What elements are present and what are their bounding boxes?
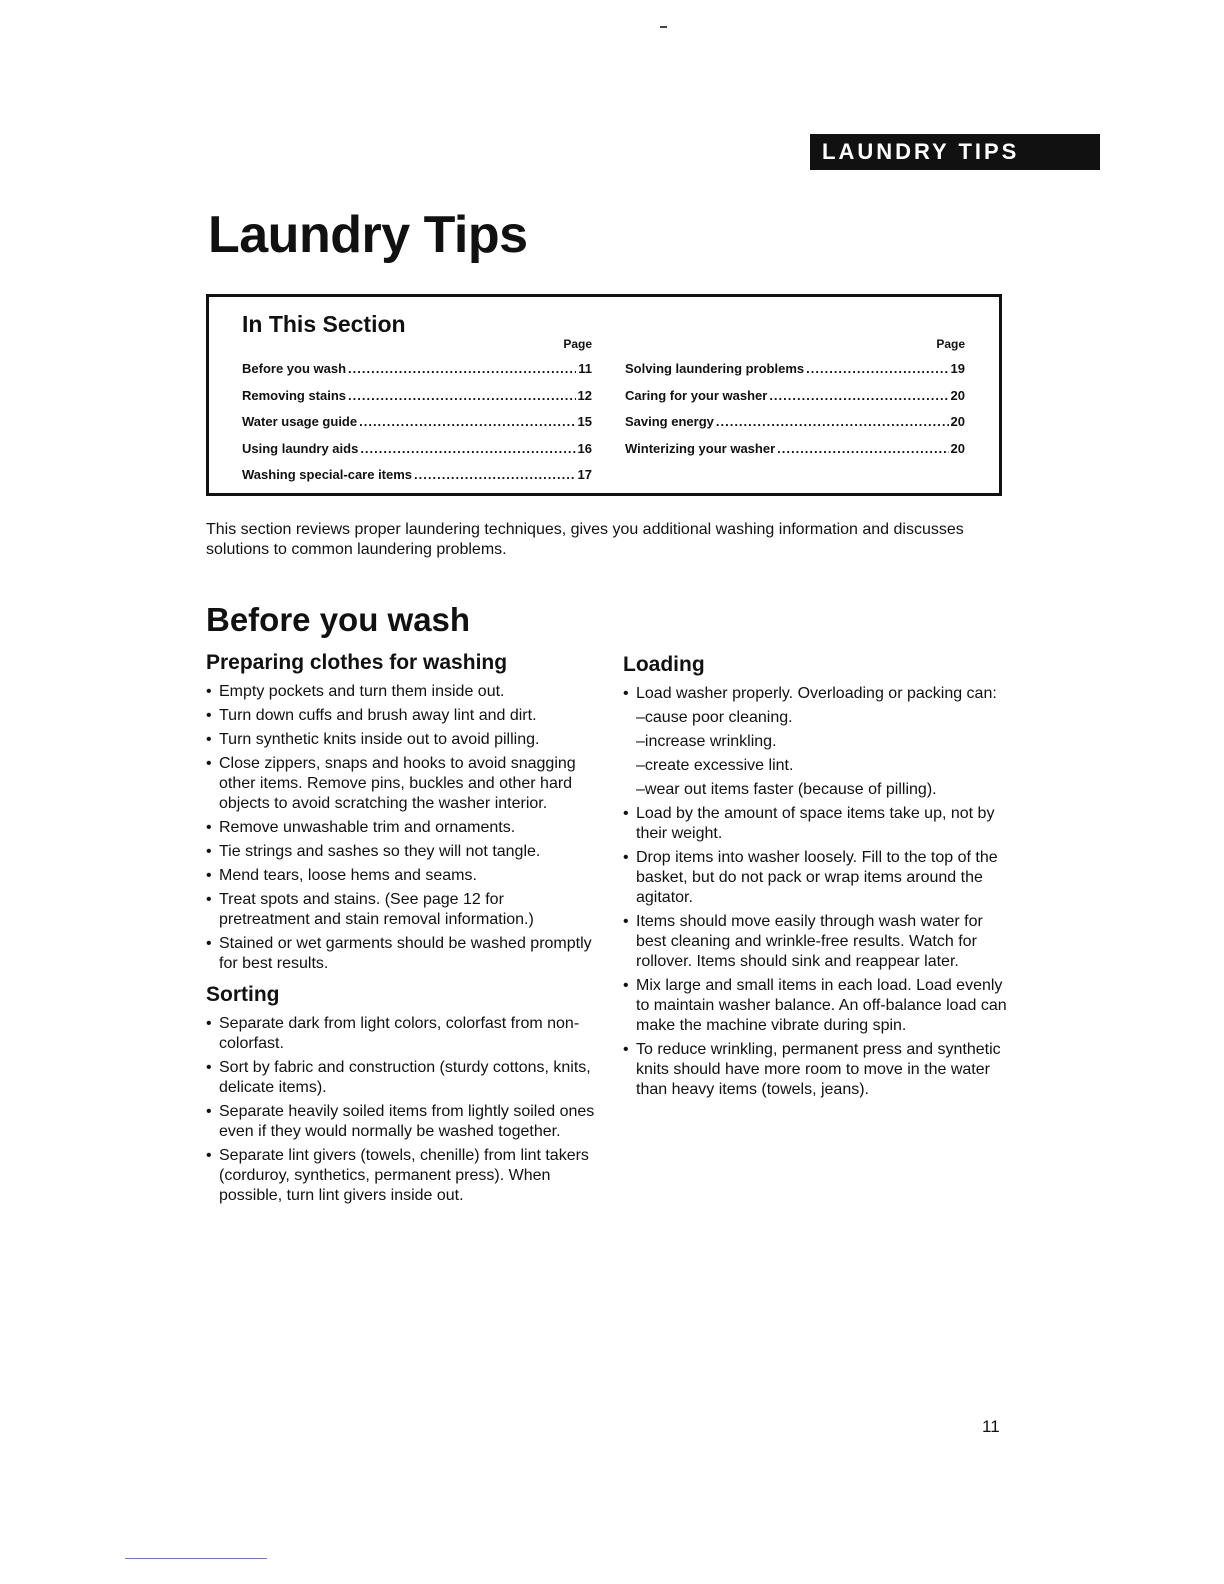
toc-entry[interactable] (625, 436, 965, 463)
toc-entry[interactable] (625, 383, 965, 410)
toc-entry-page: 11 (578, 361, 592, 376)
toc-entry[interactable] (242, 409, 592, 436)
bullet-icon: • (623, 977, 629, 994)
bullet-icon: • (623, 913, 629, 930)
bullet-icon: • (206, 819, 212, 836)
toc-entry-page: 12 (577, 387, 592, 403)
dash-item: –create excessive lint. (636, 757, 794, 774)
toc-entry[interactable] (625, 409, 965, 436)
toc-entry-label: Washing special-care items (242, 467, 413, 482)
list-item: • Items should move easily through wash water for best cleaning and wrinkle-free results. Watch for rollover. Items should sink and reappear later. (623, 913, 983, 970)
list-item: • Mix large and small items in each load. Load evenly to maintain washer balance. An off-balance load can make the machine vibrate during spin. (623, 977, 1007, 1034)
list-item: • Drop items into washer loosely. Fill to the top of the basket, but do not pack or wrap items around the agitator. (623, 849, 998, 906)
toc-page-header: Page (936, 337, 965, 351)
toc-column-left (242, 334, 592, 489)
dash-item: –cause poor cleaning. (636, 709, 793, 726)
dash-item: –wear out items faster (because of pilling). (636, 781, 937, 798)
toc-entry-page: 20 (950, 387, 965, 403)
bullet-icon: • (623, 1041, 629, 1058)
toc-entry-page: 17 (577, 467, 592, 482)
footer-rule (125, 1558, 267, 1559)
toc-page-header: Page (563, 337, 592, 351)
toc-entry-label: Winterizing your washer (625, 440, 776, 456)
toc-entry-page: 16 (577, 440, 592, 456)
intro-paragraph: This section reviews proper laundering techniques, gives you additional washing information and discusses solutions to common laundering problems. (206, 521, 964, 558)
list-item: • To reduce wrinkling, permanent press and synthetic knits should have more room to move in the water than heavy items (towels, jeans). (623, 1041, 1001, 1098)
bullet-icon: • (623, 685, 629, 702)
toc-entry-label: Using laundry aids (242, 440, 359, 456)
list-item: • Separate heavily soiled items from lightly soiled ones even if they would normally be washed together. (206, 1103, 595, 1140)
toc-box (206, 294, 1002, 496)
bullet-icon: • (206, 1015, 212, 1032)
list-item: • Close zippers, snaps and hooks to avoid snagging other items. Remove pins, buckles and other hard objects to avoid scratching the washer interior. (206, 755, 576, 812)
list-item: • Sort by fabric and construction (sturdy cottons, knits, delicate items). (206, 1059, 591, 1096)
bullet-icon: • (206, 707, 212, 724)
toc-heading: In This Section (242, 311, 406, 337)
dash-item: –increase wrinkling. (636, 733, 777, 750)
bullet-icon: • (206, 731, 212, 748)
list-item: • Stained or wet garments should be washed promptly for best results. (206, 935, 592, 972)
toc-entry[interactable] (625, 356, 965, 383)
toc-entry-label: Caring for your washer (625, 387, 768, 403)
list-item: • Separate lint givers (towels, chenille) from lint takers (corduroy, synthetics, permanent press). When possible, turn lint givers inside out. (206, 1147, 589, 1204)
list-item: • Load washer properly. Overloading or packing can: (623, 685, 997, 702)
toc-entry[interactable] (242, 462, 592, 489)
left-column (206, 650, 596, 1210)
list-item: • Tie strings and sashes so they will not tangle. (206, 843, 541, 860)
toc-entry-label: Solving laundering problems (625, 361, 805, 376)
toc-entry[interactable] (242, 383, 592, 410)
toc-entry-page: 20 (950, 414, 965, 429)
bullet-icon: • (206, 1103, 212, 1120)
bullet-icon: • (206, 755, 212, 772)
bullet-icon: • (623, 849, 629, 866)
right-column (623, 652, 1013, 1104)
section-tab: LAUNDRY TIPS (810, 134, 1100, 170)
list-item: • Mend tears, loose hems and seams. (206, 867, 477, 884)
bullet-icon: • (206, 891, 212, 908)
toc-entry-label: Saving energy (625, 414, 714, 429)
preparing-list (206, 682, 596, 974)
sorting-list (206, 1014, 596, 1206)
toc-entry-page: 19 (950, 361, 965, 376)
bullet-icon: • (206, 843, 212, 860)
loading-list (623, 684, 1013, 704)
page-title: Laundry Tips (208, 206, 528, 264)
loading-list-continued (623, 804, 1013, 1100)
toc-entry-page: 15 (577, 414, 592, 429)
list-item: • Remove unwashable trim and ornaments. (206, 819, 516, 836)
toc-entry[interactable] (242, 356, 592, 383)
subheading-loading: Loading (623, 653, 705, 676)
list-item: • Turn synthetic knits inside out to avoid pilling. (206, 731, 540, 748)
section-heading-before-you-wash: Before you wash (206, 601, 471, 638)
scan-mark (660, 26, 667, 28)
list-item: • Turn down cuffs and brush away lint and dirt. (206, 707, 537, 724)
list-item: • Load by the amount of space items take up, not by their weight. (623, 805, 995, 842)
page-number: 11 (982, 1417, 1000, 1436)
toc-entry-label: Removing stains (242, 387, 347, 403)
list-item: • Treat spots and stains. (See page 12 for pretreatment and stain removal information.) (206, 891, 534, 928)
toc-entry[interactable] (242, 436, 592, 463)
subheading-preparing: Preparing clothes for washing (206, 651, 508, 674)
bullet-icon: • (206, 683, 212, 700)
subheading-sorting: Sorting (206, 983, 280, 1006)
toc-entry-label: Water usage guide (242, 414, 358, 429)
list-item: • Empty pockets and turn them inside out. (206, 683, 505, 700)
bullet-icon: • (623, 805, 629, 822)
toc-entry-label: Before you wash (242, 361, 347, 376)
bullet-icon: • (206, 935, 212, 952)
bullet-icon: • (206, 1147, 212, 1164)
bullet-icon: • (206, 1059, 212, 1076)
list-item: • Separate dark from light colors, colorfast from non-colorfast. (206, 1015, 580, 1052)
toc-column-right (625, 334, 965, 462)
bullet-icon: • (206, 867, 212, 884)
toc-entry-page: 20 (950, 440, 965, 456)
